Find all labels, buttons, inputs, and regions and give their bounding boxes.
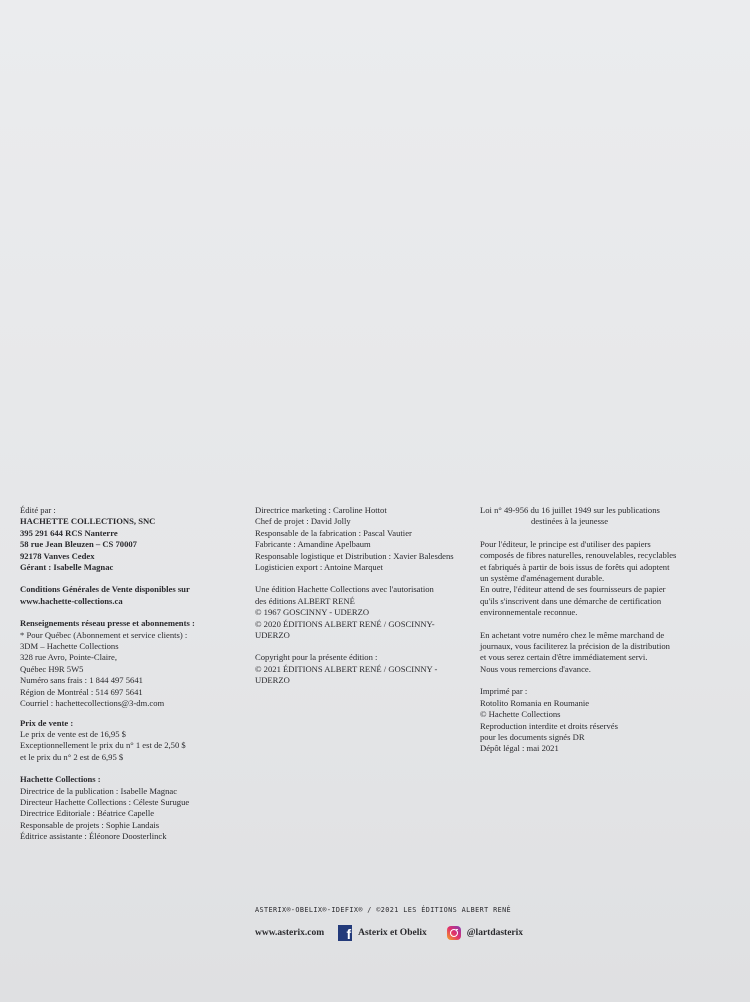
- environment-line: En outre, l'éditeur attend de ses fournisseurs de papier: [480, 584, 666, 595]
- printing-line: Imprimé par :: [480, 686, 528, 697]
- price-line: Exceptionnellement le prix du n° 1 est de 2,50 $: [20, 740, 186, 751]
- edition-line: © 2020 ÉDITIONS ALBERT RENÉ / GOSCINNY-: [255, 618, 435, 629]
- printing-line: Rotolito Romania en Roumanie: [480, 697, 590, 708]
- printing-line: pour les documents signés DR: [480, 731, 585, 742]
- footer-links: [255, 923, 523, 943]
- staff-line: Fabricante : Amandine Apelbaum: [255, 539, 371, 550]
- edition-block: [255, 584, 465, 641]
- environment-line: Pour l'éditeur, le principe est d'utiliser des papiers: [480, 538, 651, 549]
- info-line: Région de Montréal : 514 697 5641: [20, 686, 143, 697]
- law-block: [480, 505, 720, 528]
- environment-line: environnementale reconnue.: [480, 607, 578, 618]
- info-line: Courriel : hachettecollections@3-dm.com: [20, 698, 165, 709]
- trademark-credit: ASTERIX®-OBELIX®-IDEFIX® / ©2021 LES ÉDITIONS ALBERT RENÉ: [255, 906, 512, 914]
- facebook-label[interactable]: Asterix et Obelix: [358, 928, 427, 938]
- law-line: destinées à la jeunesse: [531, 516, 609, 527]
- publisher-line: HACHETTE COLLECTIONS, SNC: [20, 516, 156, 527]
- team-line: Directrice de la publication : Isabelle Magnac: [20, 785, 178, 796]
- conditions-block: [20, 584, 235, 607]
- price-line: Le prix de vente est de 16,95 $: [20, 728, 126, 739]
- instagram-icon: [447, 926, 461, 940]
- staff-line: Chef de projet : David Jolly: [255, 516, 351, 527]
- team-line: Directrice Editoriale : Béatrice Capelle: [20, 808, 155, 819]
- retailer-block: [480, 630, 720, 676]
- staff-line: Directrice marketing : Caroline Hottot: [255, 505, 387, 515]
- staff-block: [255, 505, 465, 573]
- team-line: Directeur Hachette Collections : Céleste Surugue: [20, 796, 190, 807]
- environment-line: et fabriqués à partir de bois issus de forêts qui adoptent: [480, 561, 670, 572]
- right-column: [480, 505, 720, 755]
- retailer-line: et vous serez certain d'être immédiatement servi.: [480, 652, 648, 663]
- retailer-line: En achetant votre numéro chez le même marchand de: [480, 629, 665, 640]
- environment-line: qu'ils s'inscrivent dans une démarche de certification: [480, 595, 662, 606]
- edition-line: Une édition Hachette Collections avec l'autorisation: [255, 584, 434, 595]
- price-title: Prix de vente :: [20, 717, 74, 728]
- instagram-label[interactable]: @lartdasterix: [466, 928, 524, 938]
- retailer-line: Nous vous remercions d'avance.: [480, 663, 591, 674]
- info-line: Numéro sans frais : 1 844 497 5641: [20, 675, 143, 686]
- printing-line: Reproduction interdite et droits réservés: [480, 720, 618, 731]
- middle-column: [255, 505, 465, 687]
- info-title: Renseignements réseau presse et abonnements :: [20, 618, 195, 629]
- info-line: * Pour Québec (Abonnement et service clients) :: [20, 629, 188, 640]
- info-line: 328 rue Avro, Pointe-Claire,: [20, 652, 117, 663]
- price-block: [20, 718, 235, 764]
- staff-line: Responsable de la fabrication : Pascal Vautier: [255, 527, 412, 538]
- printing-line: © Hachette Collections: [480, 709, 561, 720]
- team-block: [20, 774, 235, 842]
- info-line: Québec H9R 5W5: [20, 663, 84, 674]
- left-column: [20, 505, 235, 843]
- publisher-line: 58 rue Jean Bleuzen – CS 70007: [20, 539, 137, 550]
- law-line: Loi n° 49-956 du 16 juillet 1949 sur les publications: [480, 505, 660, 515]
- printing-line: Dépôt légal : mai 2021: [480, 743, 559, 754]
- environment-line: un système d'aménagement durable.: [480, 573, 605, 584]
- facebook-icon: f: [338, 925, 352, 941]
- price-line: et le prix du n° 2 est de 6,95 $: [20, 751, 124, 762]
- publisher-line: 395 291 644 RCS Nanterre: [20, 527, 118, 538]
- copyright-block: [255, 652, 465, 686]
- team-line: Responsable de projets : Sophie Landais: [20, 819, 160, 830]
- copyright-line: UDERZO: [255, 675, 290, 686]
- edition-line: UDERZO: [255, 630, 290, 641]
- conditions-link: www.hachette-collections.ca: [20, 595, 123, 606]
- publisher-line: Édité par :: [20, 505, 56, 515]
- publisher-block: [20, 505, 235, 573]
- conditions-line: Conditions Générales de Vente disponibles sur: [20, 584, 190, 595]
- edition-line: © 1967 GOSCINNY - UDERZO: [255, 607, 370, 618]
- environment-block: [480, 539, 720, 619]
- retailer-line: journaux, vous faciliterez la précision de la distribution: [480, 641, 670, 652]
- copyright-line: © 2021 ÉDITIONS ALBERT RENÉ / GOSCINNY -: [255, 663, 438, 674]
- info-line: 3DM – Hachette Collections: [20, 641, 119, 652]
- website-link[interactable]: www.asterix.com: [255, 928, 325, 938]
- publisher-line: Gérant : Isabelle Magnac: [20, 562, 114, 573]
- staff-line: Logisticien export : Antoine Marquet: [255, 562, 383, 573]
- environment-line: composés de fibres naturelles, renouvelables, recyclables: [480, 550, 677, 561]
- staff-line: Responsable logistique et Distribution : Xavier Balesdens: [255, 550, 454, 561]
- printing-block: [480, 686, 720, 754]
- publisher-line: 92178 Vanves Cedex: [20, 550, 95, 561]
- team-line: Éditrice assistante : Éléonore Doosterlinck: [20, 831, 167, 842]
- copyright-line: Copyright pour la présente édition :: [255, 652, 378, 663]
- info-block: [20, 618, 235, 709]
- team-title: Hachette Collections :: [20, 774, 101, 785]
- edition-line: des éditions ALBERT RENÉ: [255, 595, 355, 606]
